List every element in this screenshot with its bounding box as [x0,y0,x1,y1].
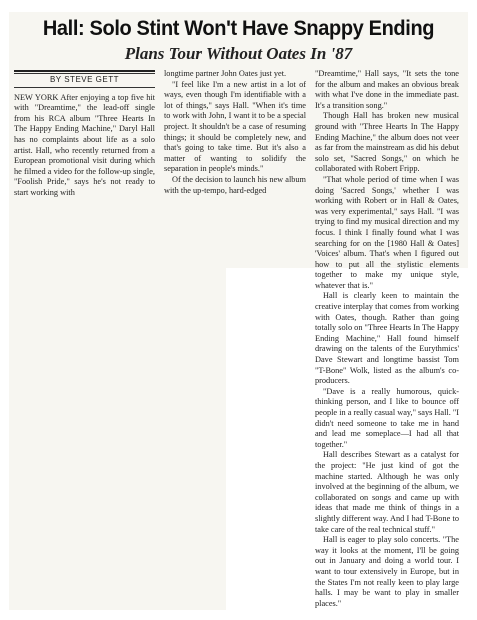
paragraph: Hall is eager to play solo concerts. "The way it looks at the moment, I'll be going out in January and doing a world tour. I want to tour extensively in Europe, but in the States I'm not really keen to play large halls. I may be want to play in smaller places." [315,535,459,608]
paragraph: "Dreamtime," Hall says, "It sets the tone for the album and makes an obvious break with what I've done in the immediate past. It's a transition song." [315,69,459,110]
article-column-1 [14,70,155,199]
subheadline: Plans Tour Without Oates In '87 [124,44,353,63]
paragraph: "Dave is a really humorous, quick-thinking person, and I like to bounce off people in a really casual way," says Hall. "I didn't need someone to take me in hand and lead me someplace—I had all that together." [315,386,460,449]
paragraph: Of the decision to launch his new album with the up-tempo, hard-edged [164,174,306,195]
paragraph: Hall is clearly keen to maintain the creative interplay that comes from working with Oates, though. Rather than going totally solo on "Three Hearts In The Happy Ending Machine," Hall found himself drawing on the talents of the Eurythmics' Dave Stewart and longtime bassist Tom "T-Bone" Wolk, listed as the album's co-producers. [315,291,460,386]
article-column-2 [164,69,306,196]
paragraph: longtime partner John Oates just yet. [164,69,287,78]
article-column-3 [315,69,459,609]
paragraph: NEW YORK After enjoying a top five hit with "Dreamtime," the lead-off single from his RCA album "Three Hearts In The Happy Ending Machine," Daryl Hall has no complaints about life as a solo artist. Hall, who recently returned from a European promotional visit during which he filmed a video for the follow-up single, "Foolish Pride," says he's not ready to start working with [14,92,155,197]
paragraph: "I feel like I'm a new artist in a lot of ways, even though I'm identifiable with a lot of things," says Hall. "When it's time to work with John, I want it to be a special project. It shouldn't be a case of resuming things; it should be completely new, and that's going to take time. But it's also a matter of wanting to solidify the separation in people's minds." [164,79,306,174]
byline-rule [14,70,155,72]
headline: Hall: Solo Stint Won't Have Snappy Ending [42,16,435,40]
paragraph: Hall describes Stewart as a catalyst for the project: "He just kind of got the machine started. Although he was only involved at the beginning of the album, we collaborated on songs and came up with ideas that made me think of things in a slightly different way. And I had T-Bone to take care of the real technical stuff." [315,450,459,534]
byline: BY STEVE GETT [14,73,155,88]
paragraph: "That whole period of time when I was doing 'Sacred Songs,' whether I was working with Robert or in Hall & Oates, was very experimental," says Hall. "I was trying to find my musical direction and my focus. I think I finally found what I was searching for on the [1980 Hall & Oates] 'Voices' album. That's when I figured out how to put all the stylistic elements together to make my unique style, whatever that is." [315,174,459,290]
paragraph: Though Hall has broken new musical ground with "Three Hearts In The Happy Ending Machine," the album does not veer as far from the mainstream as did his debut solo set, "Sacred Songs," on which he collaborated with Robert Fripp. [315,111,459,174]
